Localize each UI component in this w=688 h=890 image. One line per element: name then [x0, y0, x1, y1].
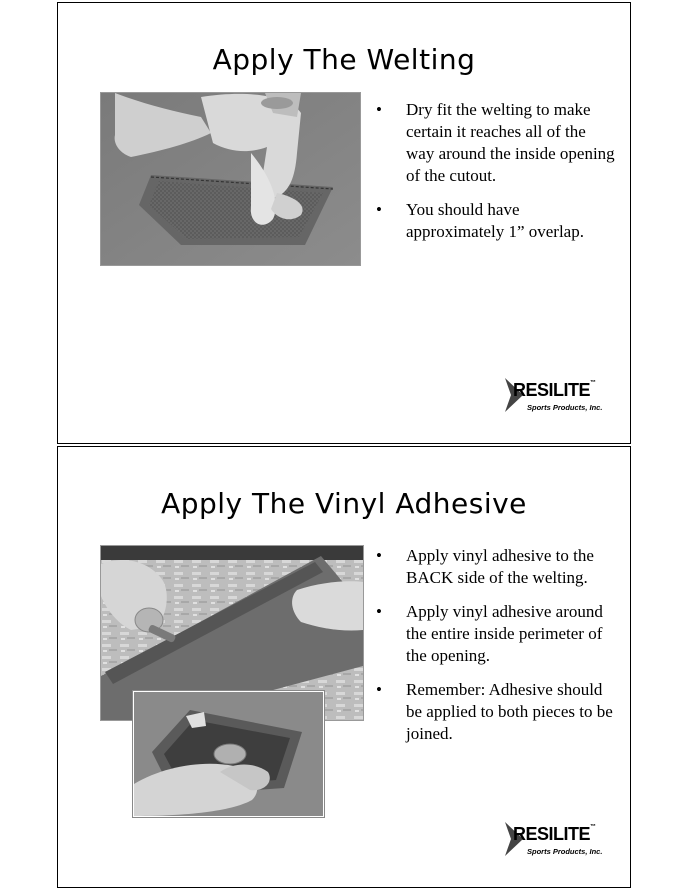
logo-trademark: ™ [590, 824, 596, 830]
photo-graphic [101, 93, 360, 265]
logo-name: RESILITE™ [513, 824, 596, 844]
slide-apply-welting [57, 2, 631, 444]
bullet-item: • Dry fit the welting to make certain it reaches all of the way around the inside opening of the cutout. [376, 99, 616, 187]
logo-name: RESILITE™ [513, 380, 596, 400]
bullet-item: • You should have approximately 1” overlap. [376, 199, 616, 243]
slide-title: Apply The Welting [212, 43, 476, 76]
resilite-logo [503, 376, 603, 422]
photo-graphic [134, 692, 323, 816]
photo-dry-fit-welting [100, 92, 361, 266]
bullet-list [376, 99, 616, 255]
bullet-item: • Remember: Adhesive should be applied to both pieces to be joined. [376, 679, 616, 745]
logo-trademark: ™ [590, 380, 596, 386]
slide-title: Apply The Vinyl Adhesive [161, 487, 527, 520]
bullet-item: • Apply vinyl adhesive around the entire inside perimeter of the opening. [376, 601, 616, 667]
bullet-list [376, 545, 616, 757]
resilite-logo [503, 820, 603, 866]
logo-subtitle: Sports Products, Inc. [527, 403, 603, 412]
slide-apply-vinyl-adhesive [57, 446, 631, 888]
bullet-item: • Apply vinyl adhesive to the BACK side of the welting. [376, 545, 616, 589]
photo-apply-adhesive-opening [133, 691, 324, 817]
logo-subtitle: Sports Products, Inc. [527, 847, 603, 856]
